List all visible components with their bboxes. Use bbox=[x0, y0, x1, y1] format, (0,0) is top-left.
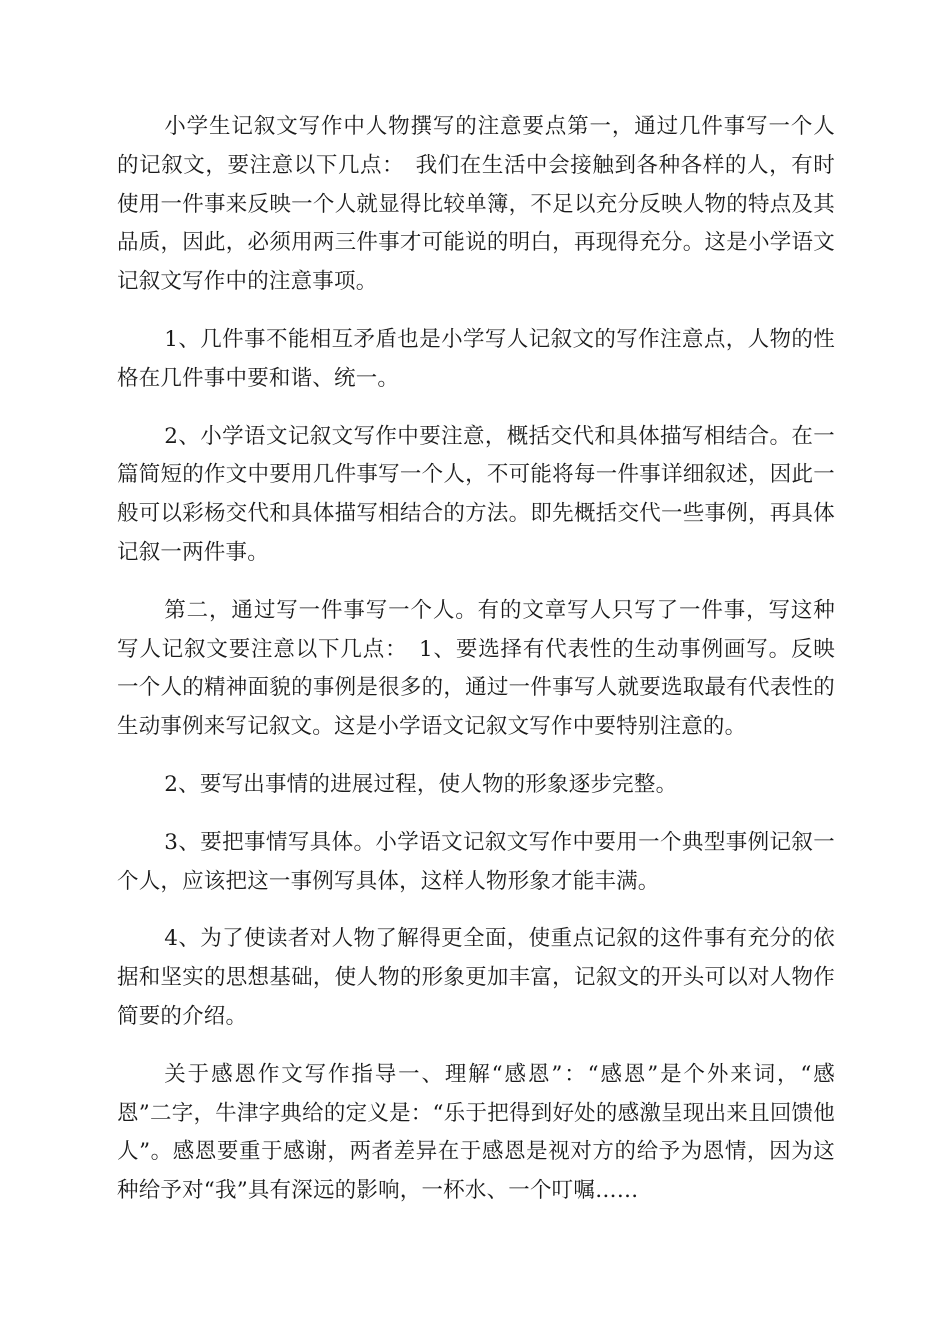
paragraph-second-section: 第二，通过写一件事写一个人。有的文章写人只写了一件事，写这种写人记叙文要注意以下几点： 1、要选择有代表性的生动事例画写。反映一个人的精神面貌的事例是很多的，通过一件事写人就要选取最有代表性的生动事例来写记叙文。这是小学语文记叙文写作中要特别注意的。 bbox=[117, 597, 835, 740]
paragraph-second-point-2: 2、要写出事情的进展过程，使人物的形象逐步完整。 bbox=[164, 771, 678, 797]
paragraph-point-2: 2、小学语文记叙文写作中要注意，概括交代和具体描写相结合。在一篇简短的作文中要用几件事写一个人，不可能将每一件事详细叙述，因此一般可以彩杨交代和具体描写相结合的方法。即先概括交代一些事例，再具体记叙一两件事。 bbox=[117, 423, 835, 565]
paragraph-point-1: 1、几件事不能相互矛盾也是小学写人记叙文的写作注意点，人物的性格在几件事中要和谐、统一。 bbox=[117, 326, 835, 391]
document-body bbox=[117, 108, 835, 1230]
paragraph-second-point-4: 4、为了使读者对人物了解得更全面，使重点记叙的这件事有充分的依据和坚实的思想基础，使人物的形象更加丰富，记叙文的开头可以对人物作简要的介绍。 bbox=[117, 926, 835, 1029]
paragraph-intro: 小学生记叙文写作中人物撰写的注意要点第一，通过几件事写一个人的记叙文，要注意以下几点： 我们在生活中会接触到各种各样的人，有时使用一件事来反映一个人就显得比较单簿，不足以充分反映人物的特点及其品质，因此，必须用两三件事才可能说的明白，再现得充分。这是小学语文记叙文写作中的注意事项。 bbox=[117, 114, 835, 295]
paragraph-second-point-3: 3、要把事情写具体。小学语文记叙文写作中要用一个典型事例记叙一个人，应该把这一事例写具体，这样人物形象才能丰满。 bbox=[117, 829, 835, 894]
paragraph-gratitude-guide: 关于感恩作文写作指导一、理解“感恩”：“感恩”是个外来词，“感恩”二字，牛津字典给的定义是：“乐于把得到好处的感激呈现出来且回馈他人”。感恩要重于感谢，两者差异在于感恩是视对方的给予为恩情，因为这种给予对“我”具有深远的影响，一杯水、一个叮嘱…… bbox=[117, 1061, 835, 1204]
